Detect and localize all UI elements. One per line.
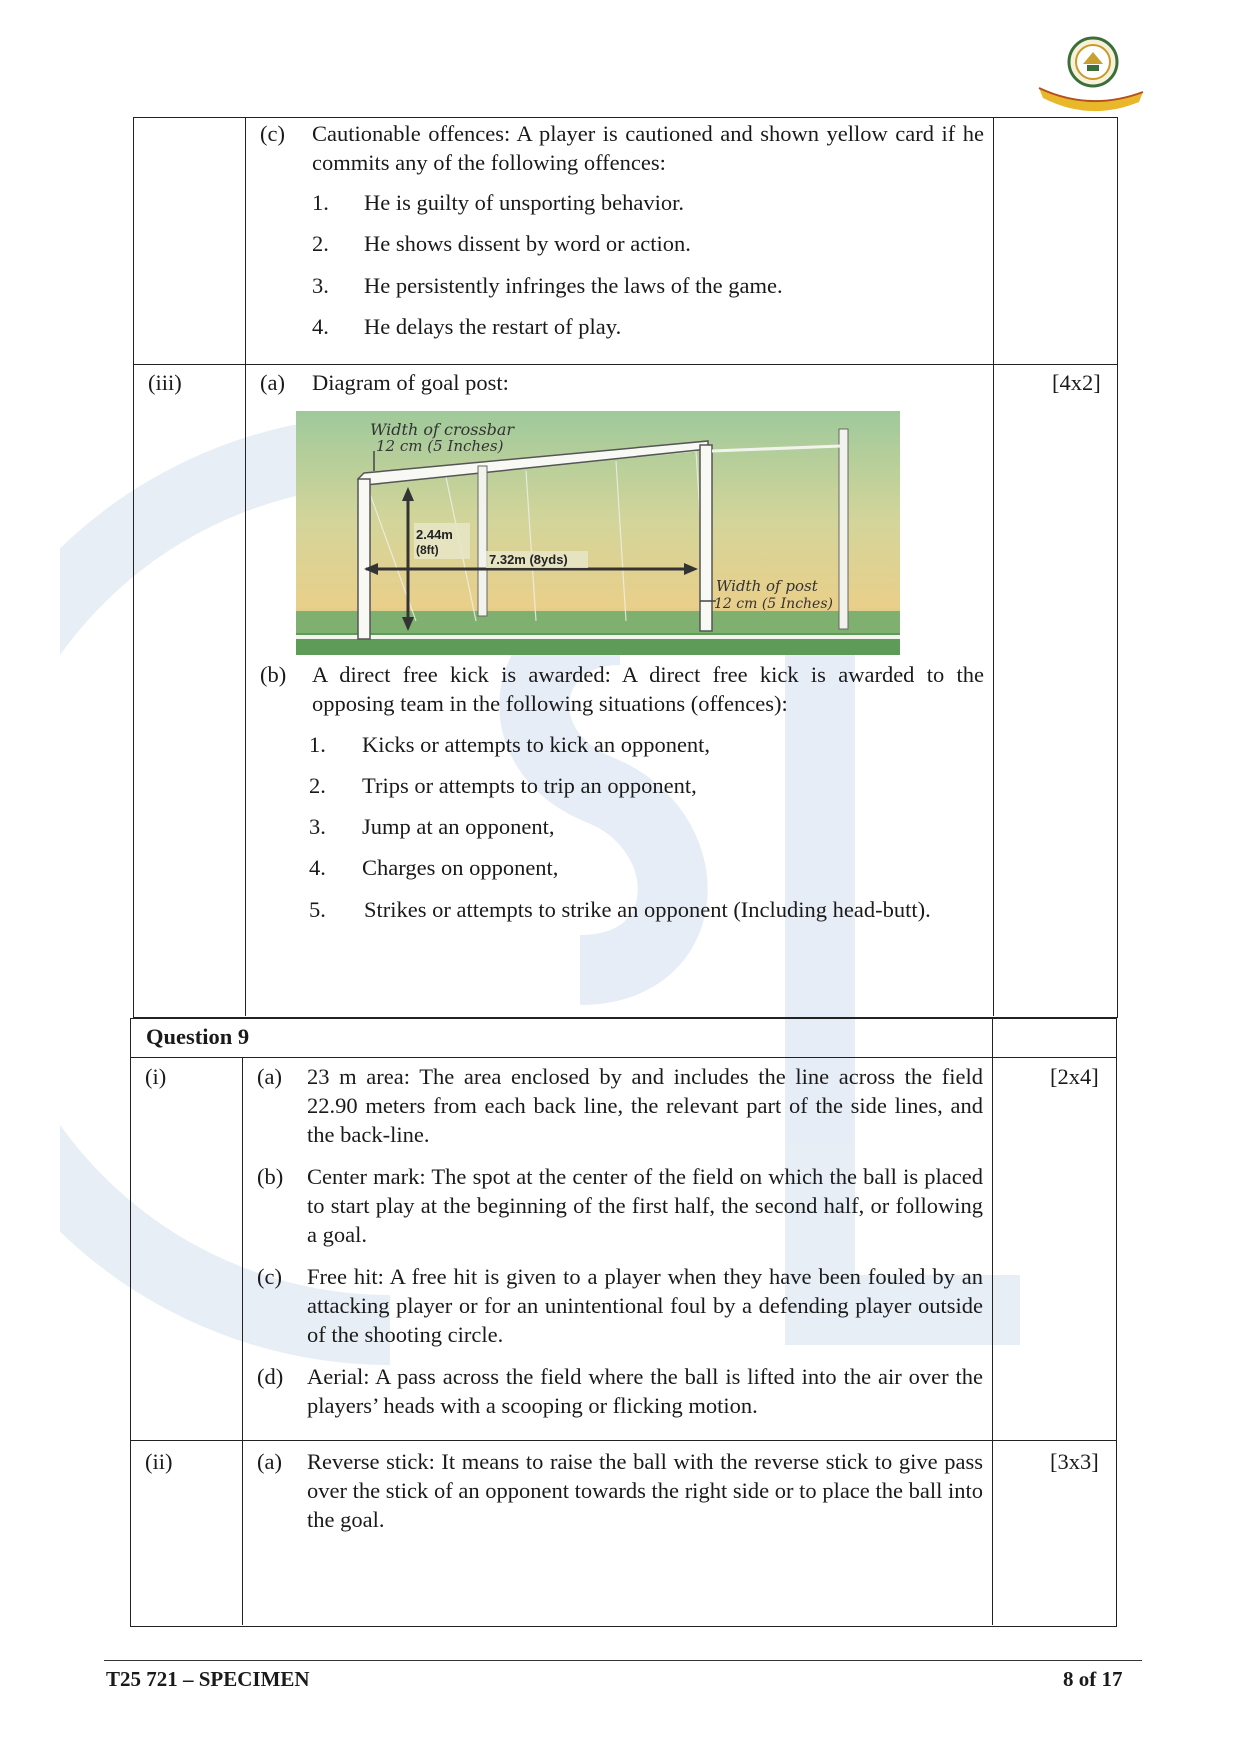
row-label-a: (a) bbox=[257, 1449, 282, 1474]
crossbar-size-label: 12 cm (5 Inches) bbox=[376, 437, 504, 455]
question-part-number: (iii) bbox=[148, 370, 182, 395]
definition-text: Free hit: A free hit is given to a player when they have been fouled by an attacking player or for an unintentional foul by a defending player outside of the shooting circle. bbox=[307, 1264, 983, 1347]
width-label: 7.32m (8yds) bbox=[489, 552, 568, 567]
post-size-label: 12 cm (5 Inches) bbox=[714, 596, 833, 612]
height-label: 2.44m bbox=[416, 527, 453, 542]
marks: [4x2] bbox=[1052, 370, 1101, 395]
question-part-number: (ii) bbox=[145, 1449, 173, 1474]
question-part-number: (i) bbox=[145, 1064, 167, 1089]
row-label-b: (b) bbox=[260, 662, 287, 687]
list-item: He persistently infringes the laws of the game. bbox=[364, 273, 783, 298]
paper-code: T25 721 – SPECIMEN bbox=[106, 1667, 310, 1691]
table-row-divider bbox=[130, 1057, 1117, 1058]
list-item-number: 4. bbox=[309, 855, 326, 880]
row-label-a: (a) bbox=[257, 1064, 282, 1089]
list-item: Charges on opponent, bbox=[362, 855, 559, 880]
crossbar-label: Width of crossbar bbox=[370, 420, 515, 439]
row-label-c: (c) bbox=[260, 121, 285, 146]
post-label: Width of post bbox=[716, 577, 818, 595]
list-item: He delays the restart of play. bbox=[364, 314, 622, 339]
list-item-number: 5. bbox=[309, 897, 326, 922]
diagram-caption: Diagram of goal post: bbox=[312, 370, 509, 395]
list-item: Strikes or attempts to strike an opponent (Including head-butt). bbox=[364, 897, 931, 922]
definition-text: Reverse stick: It means to raise the ball with the reverse stick to give pass over the stick of an opponent towards the right side or to place the ball into the goal. bbox=[307, 1449, 983, 1532]
list-item-number: 4. bbox=[312, 314, 329, 339]
list-item: Kicks or attempts to kick an opponent, bbox=[362, 732, 711, 757]
table-column-divider bbox=[245, 117, 246, 1016]
cisce-logo bbox=[1035, 32, 1145, 112]
page-number: 8 of 17 bbox=[1063, 1667, 1123, 1691]
table-row-divider bbox=[130, 1440, 1117, 1441]
row-label-a: (a) bbox=[260, 370, 285, 395]
list-item-number: 2. bbox=[309, 773, 326, 798]
free-kick-text: A direct free kick is awarded: A direct free kick is awarded to the opposing team in the following situations (offences): bbox=[312, 662, 984, 716]
list-item: He is guilty of unsporting behavior. bbox=[364, 190, 684, 215]
cautionable-offences-text: Cautionable offences: A player is cautioned and shown yellow card if he commits any of the following offences: bbox=[312, 121, 984, 175]
list-item: Jump at an opponent, bbox=[362, 814, 555, 839]
footer-divider bbox=[104, 1660, 1142, 1661]
goal-post-diagram bbox=[296, 411, 900, 655]
marks: [2x4] bbox=[1050, 1064, 1099, 1089]
table-column-divider bbox=[992, 1018, 993, 1625]
list-item-number: 1. bbox=[309, 732, 326, 757]
table-column-divider bbox=[993, 117, 994, 1016]
list-item: He shows dissent by word or action. bbox=[364, 231, 691, 256]
list-item-number: 3. bbox=[309, 814, 326, 839]
question-heading: Question 9 bbox=[146, 1024, 250, 1049]
list-item: Trips or attempts to trip an opponent, bbox=[362, 773, 697, 798]
row-label-b: (b) bbox=[257, 1164, 284, 1189]
definition-text: Aerial: A pass across the field where the ball is lifted into the air over the players’ heads with a scooping or flicking motion. bbox=[307, 1364, 983, 1418]
table-row-divider bbox=[133, 364, 1118, 365]
list-item-number: 3. bbox=[312, 273, 329, 298]
definition-text: 23 m area: The area enclosed by and includes the line across the field 22.90 meters from each back line, the relevant part of the side lines, and the back-line. bbox=[307, 1064, 983, 1147]
height-label-ft: (8ft) bbox=[416, 543, 439, 557]
row-label-c: (c) bbox=[257, 1264, 282, 1289]
list-item-number: 1. bbox=[312, 190, 329, 215]
list-item-number: 2. bbox=[312, 231, 329, 256]
definition-text: Center mark: The spot at the center of the field on which the ball is placed to start play at the beginning of the first half, the second half, or following a goal. bbox=[307, 1164, 983, 1247]
marks: [3x3] bbox=[1050, 1449, 1099, 1474]
table-column-divider bbox=[242, 1057, 243, 1625]
row-label-d: (d) bbox=[257, 1364, 284, 1389]
